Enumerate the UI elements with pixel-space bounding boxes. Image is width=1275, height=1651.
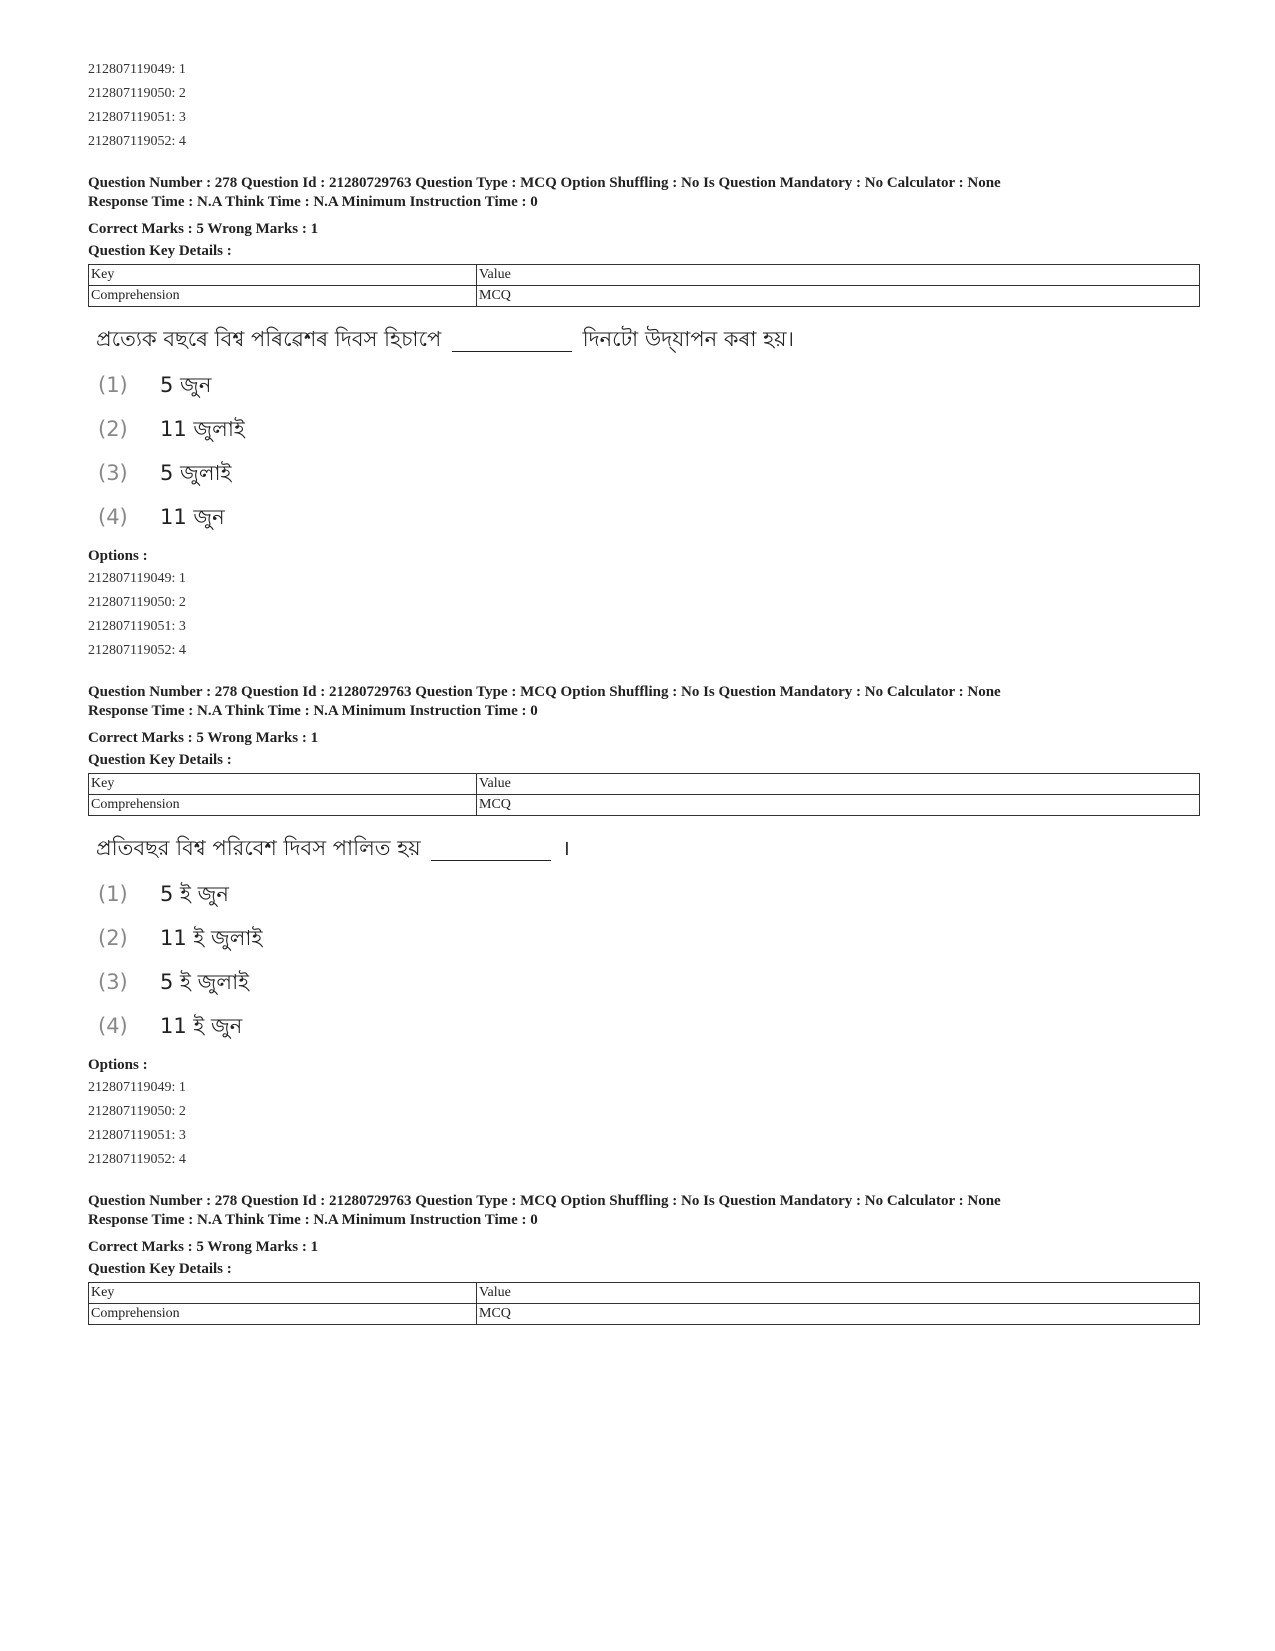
choice-text: 5 জুলাই [160,461,232,485]
choice-text: 11 ই জুলাই [160,926,263,950]
answer-choice [98,451,1200,495]
meta-line: Response Time : N.A Think Time : N.A Minimum Instruction Time : 0 [88,1212,538,1228]
question-text [96,828,1200,868]
table-cell: Value [477,774,1200,795]
table-cell: MCQ [477,1304,1200,1325]
question-meta [88,1192,1200,1230]
table-row [89,286,1200,307]
answer-choice [98,363,1200,407]
choice-text: 11 জুন [160,505,225,529]
marks-line: Correct Marks : 5 Wrong Marks : 1 [88,730,319,746]
table-cell: Key [89,1283,477,1304]
question-text-after: দিনটো উদ্‌যাপন কৰা হয়। [582,327,795,351]
option-id: 212807119050: 2 [88,86,186,101]
choice-number: (4) [98,505,128,529]
meta-line: Response Time : N.A Think Time : N.A Minimum Instruction Time : 0 [88,194,538,210]
question-block [88,683,1200,1172]
question-meta [88,683,1200,721]
choice-number: (1) [98,882,128,906]
key-details-label: Question Key Details : [88,243,232,259]
choice-text: 5 জুন [160,373,212,397]
table-cell: Comprehension [89,1304,477,1325]
choice-number: (3) [98,461,128,485]
table-header-row [89,774,1200,795]
table-cell: Value [477,265,1200,286]
question-block [88,1192,1200,1325]
option-id: 212807119049: 1 [88,62,186,77]
option-id: 212807119051: 3 [88,110,186,125]
marks-line: Correct Marks : 5 Wrong Marks : 1 [88,221,319,237]
option-ids [88,1076,1200,1172]
top-option-ids [88,58,1200,154]
table-row [89,1304,1200,1325]
choice-text: 5 ই জুন [160,882,229,906]
meta-line: Response Time : N.A Think Time : N.A Minimum Instruction Time : 0 [88,703,538,719]
answer-choice [98,495,1200,539]
table-cell: Value [477,1283,1200,1304]
option-ids [88,567,1200,663]
table-header-row [89,1283,1200,1304]
document-page [88,58,1200,1325]
answer-choice [98,407,1200,451]
answer-choices [98,363,1200,539]
option-id: 212807119052: 4 [88,134,186,149]
table-cell: Comprehension [89,795,477,816]
meta-line: Question Number : 278 Question Id : 21280729763 Question Type : MCQ Option Shuffling : No Is Question Mandatory : No Calculator : None [88,175,1001,191]
choice-number: (1) [98,373,128,397]
answer-choice [98,1004,1200,1048]
question-meta [88,174,1200,212]
marks-line: Correct Marks : 5 Wrong Marks : 1 [88,1239,319,1255]
options-label: Options : [88,548,148,564]
question-text-after: । [561,836,570,860]
key-value-table [88,1282,1200,1325]
answer-choice [98,916,1200,960]
key-details-label: Question Key Details : [88,752,232,768]
answer-choice [98,872,1200,916]
option-id: 212807119052: 4 [88,643,186,658]
question-text-before: প্ৰত্যেক বছৰে বিশ্ব পৰিৱেশৰ দিবস হিচাপে [96,327,442,351]
choice-number: (3) [98,970,128,994]
option-id: 212807119052: 4 [88,1152,186,1167]
choice-number: (4) [98,1014,128,1038]
table-cell: Key [89,265,477,286]
question-block [88,174,1200,663]
fill-blank [452,329,572,352]
option-id: 212807119049: 1 [88,1080,186,1095]
table-header-row [89,265,1200,286]
key-details-label: Question Key Details : [88,1261,232,1277]
key-value-table [88,773,1200,816]
question-text [96,319,1200,359]
table-cell: MCQ [477,795,1200,816]
option-id: 212807119049: 1 [88,571,186,586]
choice-text: 11 ই জুন [160,1014,243,1038]
options-label: Options : [88,1057,148,1073]
choice-number: (2) [98,926,128,950]
key-value-table [88,264,1200,307]
option-id: 212807119050: 2 [88,1104,186,1119]
meta-line: Question Number : 278 Question Id : 21280729763 Question Type : MCQ Option Shuffling : No Is Question Mandatory : No Calculator : None [88,1193,1001,1209]
fill-blank [431,838,551,861]
table-row [89,795,1200,816]
table-cell: Comprehension [89,286,477,307]
option-id: 212807119050: 2 [88,595,186,610]
choice-number: (2) [98,417,128,441]
answer-choice [98,960,1200,1004]
question-text-before: প্রতিবছর বিশ্ব পরিবেশ দিবস পালিত হয় [96,836,421,860]
table-cell: MCQ [477,286,1200,307]
table-cell: Key [89,774,477,795]
option-id: 212807119051: 3 [88,619,186,634]
answer-choices [98,872,1200,1048]
choice-text: 11 জুলাই [160,417,245,441]
option-id: 212807119051: 3 [88,1128,186,1143]
choice-text: 5 ই জুলাই [160,970,250,994]
meta-line: Question Number : 278 Question Id : 21280729763 Question Type : MCQ Option Shuffling : No Is Question Mandatory : No Calculator : None [88,684,1001,700]
